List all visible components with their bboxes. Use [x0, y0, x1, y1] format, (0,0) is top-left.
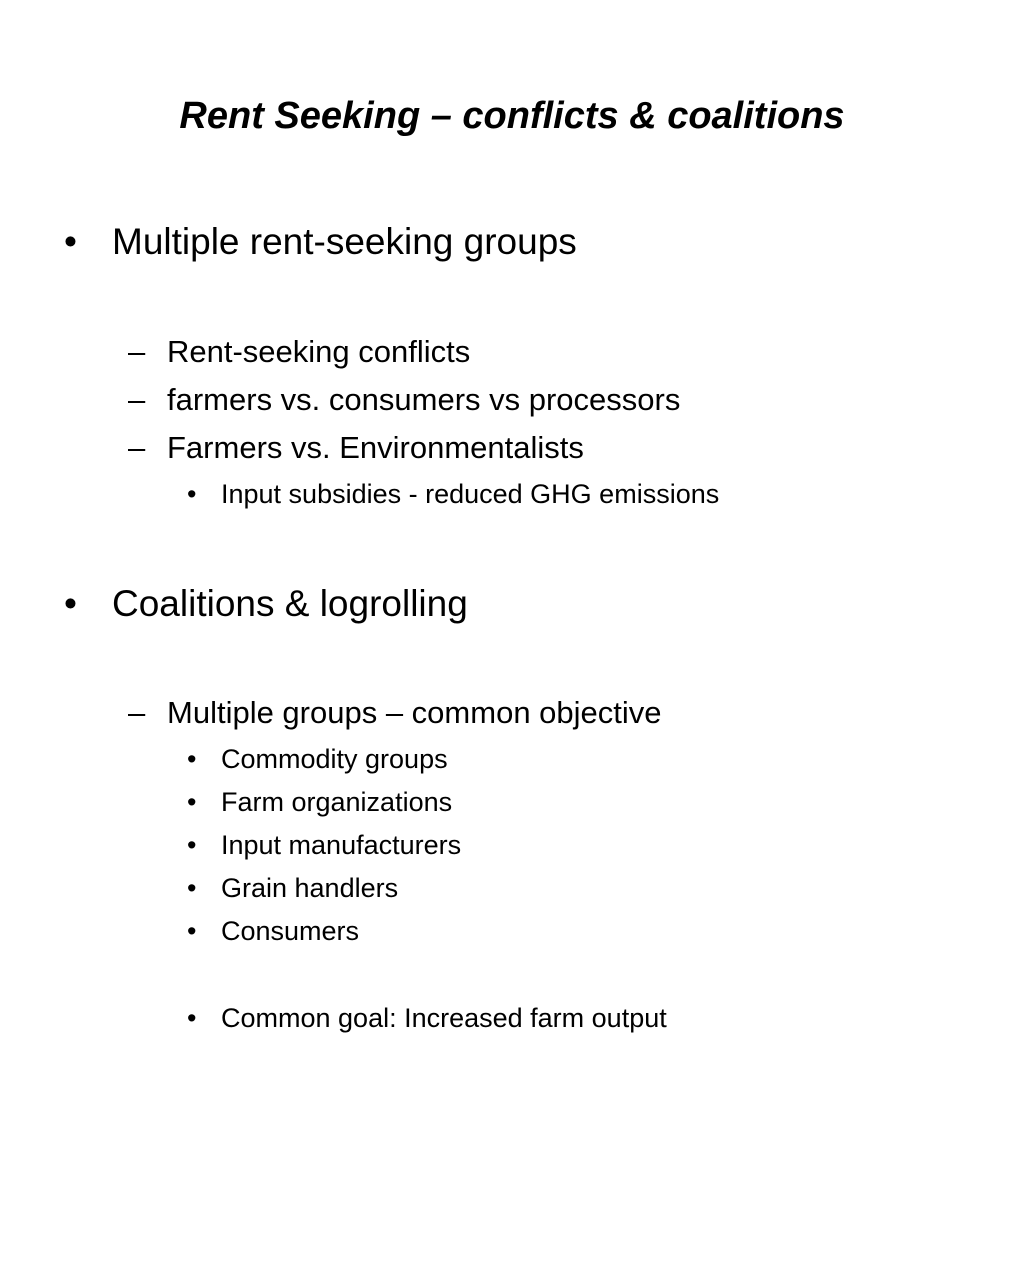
- bullet-marker: •: [64, 583, 77, 624]
- detail-input-subsidies: Input subsidies - reduced GHG emissions: [221, 479, 720, 509]
- subpoint-farmers-environmentalists: Farmers vs. Environmentalists: [167, 430, 584, 465]
- bullet-marker: •: [187, 873, 197, 903]
- bullet-marker: •: [187, 916, 197, 946]
- bullet-marker: •: [187, 1003, 197, 1033]
- section-heading-rent-seeking-groups: Multiple rent-seeking groups: [112, 221, 577, 262]
- detail-consumers: Consumers: [221, 916, 360, 946]
- detail-grain-handlers: Grain handlers: [221, 873, 399, 903]
- bullet-marker: •: [64, 221, 77, 262]
- subpoint-farmers-consumers-processors: farmers vs. consumers vs processors: [167, 382, 681, 417]
- detail-common-goal: Common goal: Increased farm output: [221, 1003, 667, 1033]
- slide-title: Rent Seeking – conflicts & coalitions: [179, 95, 845, 137]
- dash-marker: –: [128, 695, 146, 730]
- bullet-marker: •: [187, 830, 197, 860]
- dash-marker: –: [128, 382, 146, 417]
- section-heading-coalitions-logrolling: Coalitions & logrolling: [112, 583, 468, 624]
- bullet-marker: •: [187, 787, 197, 817]
- detail-commodity-groups: Commodity groups: [221, 744, 448, 774]
- subpoint-multiple-groups: Multiple groups – common objective: [167, 695, 662, 730]
- dash-marker: –: [128, 334, 146, 369]
- detail-input-manufacturers: Input manufacturers: [221, 830, 462, 860]
- bullet-marker: •: [187, 744, 197, 774]
- dash-marker: –: [128, 430, 146, 465]
- subpoint-rent-seeking-conflicts: Rent-seeking conflicts: [167, 334, 471, 369]
- bullet-marker: •: [187, 479, 197, 509]
- detail-farm-organizations: Farm organizations: [221, 787, 453, 817]
